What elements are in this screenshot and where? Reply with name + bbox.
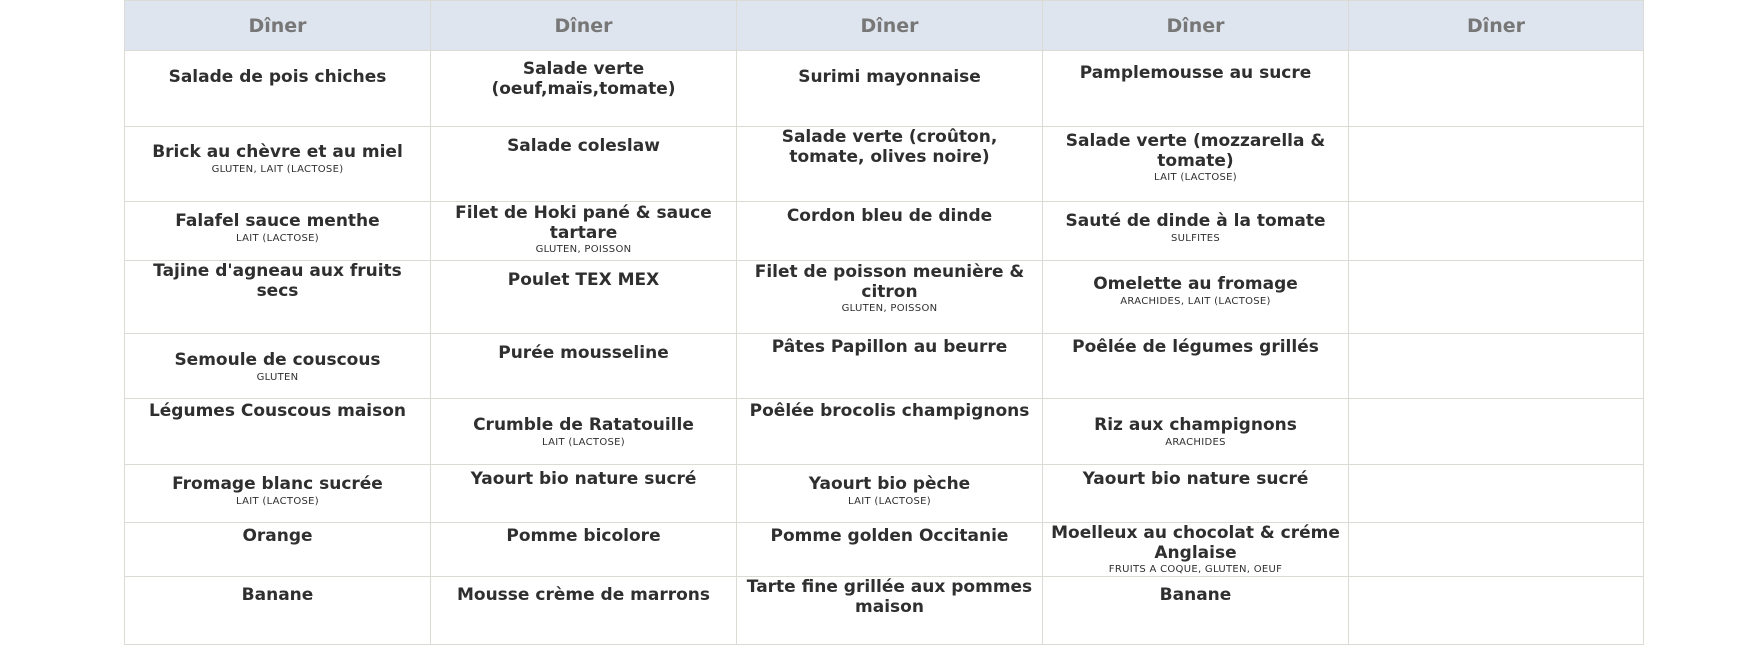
dish-name: Banane bbox=[241, 585, 314, 605]
menu-cell bbox=[431, 261, 737, 334]
dish-name: Yaourt bio pèche bbox=[808, 474, 971, 494]
dish-name: Légumes Couscous maison bbox=[148, 401, 407, 421]
menu-cell bbox=[1043, 202, 1349, 261]
menu-cell bbox=[737, 127, 1043, 202]
dish-name: Moelleux au chocolat & créme Anglaise bbox=[1051, 523, 1340, 563]
table-row bbox=[125, 51, 1644, 127]
allergen-note: LAIT (LACTOSE) bbox=[542, 436, 625, 448]
dish-name: Banane bbox=[1159, 585, 1232, 605]
menu-cell bbox=[1043, 261, 1349, 334]
allergen-note: GLUTEN, POISSON bbox=[841, 303, 938, 314]
allergen-note: LAIT (LACTOSE) bbox=[848, 495, 931, 507]
table-row bbox=[125, 465, 1644, 523]
dish-name: Orange bbox=[242, 526, 313, 546]
menu-cell bbox=[431, 202, 737, 261]
menu-cell bbox=[1349, 51, 1644, 127]
dish-name: Poêlée de légumes grillés bbox=[1072, 337, 1319, 357]
dish-name: Omelette au fromage bbox=[1093, 274, 1298, 294]
menu-cell bbox=[737, 202, 1043, 261]
dish-name: Brick au chèvre et au miel bbox=[152, 142, 403, 162]
dish-name: Salade verte (croûton, tomate, olives noire) bbox=[781, 127, 998, 167]
dish-name: Purée mousseline bbox=[498, 343, 669, 363]
table-row bbox=[125, 202, 1644, 261]
menu-cell bbox=[737, 51, 1043, 127]
dish-name: Pâtes Papillon au beurre bbox=[771, 337, 1008, 357]
dish-name: Yaourt bio nature sucré bbox=[1082, 469, 1309, 489]
table-row bbox=[125, 261, 1644, 334]
dish-name: Falafel sauce menthe bbox=[175, 211, 380, 231]
menu-cell bbox=[1043, 334, 1349, 399]
column-header: Dîner bbox=[1043, 1, 1349, 51]
allergen-note: LAIT (LACTOSE) bbox=[236, 232, 319, 244]
dish-name: Cordon bleu de dinde bbox=[786, 206, 993, 226]
menu-table bbox=[124, 0, 1644, 645]
menu-cell bbox=[431, 577, 737, 645]
menu-cell bbox=[1043, 577, 1349, 645]
dish-name: Riz aux champignons bbox=[1094, 415, 1297, 435]
menu-cell bbox=[125, 577, 431, 645]
allergen-note: GLUTEN bbox=[256, 371, 299, 383]
dish-name: Pomme golden Occitanie bbox=[770, 526, 1009, 546]
dish-name: Fromage blanc sucrée bbox=[172, 474, 383, 494]
dish-name: Semoule de couscous bbox=[174, 350, 381, 370]
menu-cell bbox=[737, 399, 1043, 465]
menu-cell bbox=[1349, 577, 1644, 645]
column-header: Dîner bbox=[125, 1, 431, 51]
table-row bbox=[125, 127, 1644, 202]
column-header: Dîner bbox=[737, 1, 1043, 51]
header-row bbox=[125, 1, 1644, 51]
column-header: Dîner bbox=[431, 1, 737, 51]
dish-name: Filet de poisson meunière & citron bbox=[754, 262, 1025, 302]
menu-cell bbox=[125, 523, 431, 577]
menu-cell bbox=[125, 261, 431, 334]
allergen-note: ARACHIDES, LAIT (LACTOSE) bbox=[1120, 295, 1271, 307]
dish-name: Salade coleslaw bbox=[507, 136, 660, 156]
dish-name: Yaourt bio nature sucré bbox=[470, 469, 697, 489]
dish-name: Sauté de dinde à la tomate bbox=[1065, 211, 1326, 231]
menu-cell bbox=[1043, 465, 1349, 523]
menu-body bbox=[125, 51, 1644, 645]
menu-cell bbox=[431, 51, 737, 127]
menu-cell bbox=[125, 127, 431, 202]
menu-cell bbox=[737, 523, 1043, 577]
menu-cell bbox=[431, 127, 737, 202]
menu-cell bbox=[125, 51, 431, 127]
menu-cell bbox=[1349, 127, 1644, 202]
allergen-note: ARACHIDES bbox=[1165, 436, 1226, 448]
dish-name: Crumble de Ratatouille bbox=[473, 415, 694, 435]
allergen-note: LAIT (LACTOSE) bbox=[236, 495, 319, 507]
menu-cell bbox=[1349, 334, 1644, 399]
menu-cell bbox=[1043, 523, 1349, 577]
dish-name: Pamplemousse au sucre bbox=[1079, 63, 1312, 83]
menu-cell bbox=[125, 399, 431, 465]
table-row bbox=[125, 523, 1644, 577]
menu-cell bbox=[1043, 51, 1349, 127]
dish-name: Mousse crème de marrons bbox=[456, 585, 710, 605]
menu-cell bbox=[1349, 202, 1644, 261]
menu-cell bbox=[1349, 261, 1644, 334]
allergen-note: LAIT (LACTOSE) bbox=[1154, 172, 1237, 183]
dish-name: Salade verte (mozzarella & tomate) bbox=[1065, 131, 1326, 171]
menu-cell bbox=[737, 334, 1043, 399]
table-row bbox=[125, 577, 1644, 645]
dish-name: Tarte fine grillée aux pommes maison bbox=[746, 577, 1033, 617]
column-header: Dîner bbox=[1349, 1, 1644, 51]
dish-name: Tajine d'agneau aux fruits secs bbox=[153, 261, 402, 301]
dish-name: Poêlée brocolis champignons bbox=[749, 401, 1030, 421]
menu-cell bbox=[125, 334, 431, 399]
dish-name: Salade verte (oeuf,maïs,tomate) bbox=[491, 59, 676, 99]
menu-cell bbox=[431, 399, 737, 465]
dish-name: Filet de Hoki pané & sauce tartare bbox=[455, 203, 712, 243]
dish-name: Pomme bicolore bbox=[506, 526, 661, 546]
menu-cell bbox=[1349, 399, 1644, 465]
menu-cell bbox=[1349, 523, 1644, 577]
menu-cell bbox=[431, 465, 737, 523]
menu-cell bbox=[1043, 127, 1349, 202]
menu-cell bbox=[431, 334, 737, 399]
menu-cell bbox=[125, 465, 431, 523]
allergen-note: GLUTEN, LAIT (LACTOSE) bbox=[211, 163, 344, 175]
menu-cell bbox=[1349, 465, 1644, 523]
menu-cell bbox=[737, 261, 1043, 334]
menu-cell bbox=[737, 577, 1043, 645]
allergen-note: SULFITES bbox=[1170, 232, 1221, 244]
menu-cell bbox=[737, 465, 1043, 523]
table-row bbox=[125, 334, 1644, 399]
menu-cell bbox=[125, 202, 431, 261]
allergen-note: FRUITS A COQUE, GLUTEN, OEUF bbox=[1108, 564, 1283, 575]
menu-cell bbox=[431, 523, 737, 577]
dish-name: Poulet TEX MEX bbox=[507, 270, 660, 290]
menu-cell bbox=[1043, 399, 1349, 465]
dish-name: Salade de pois chiches bbox=[168, 67, 387, 87]
dish-name: Surimi mayonnaise bbox=[798, 67, 981, 87]
table-row bbox=[125, 399, 1644, 465]
allergen-note: GLUTEN, POISSON bbox=[535, 244, 632, 255]
